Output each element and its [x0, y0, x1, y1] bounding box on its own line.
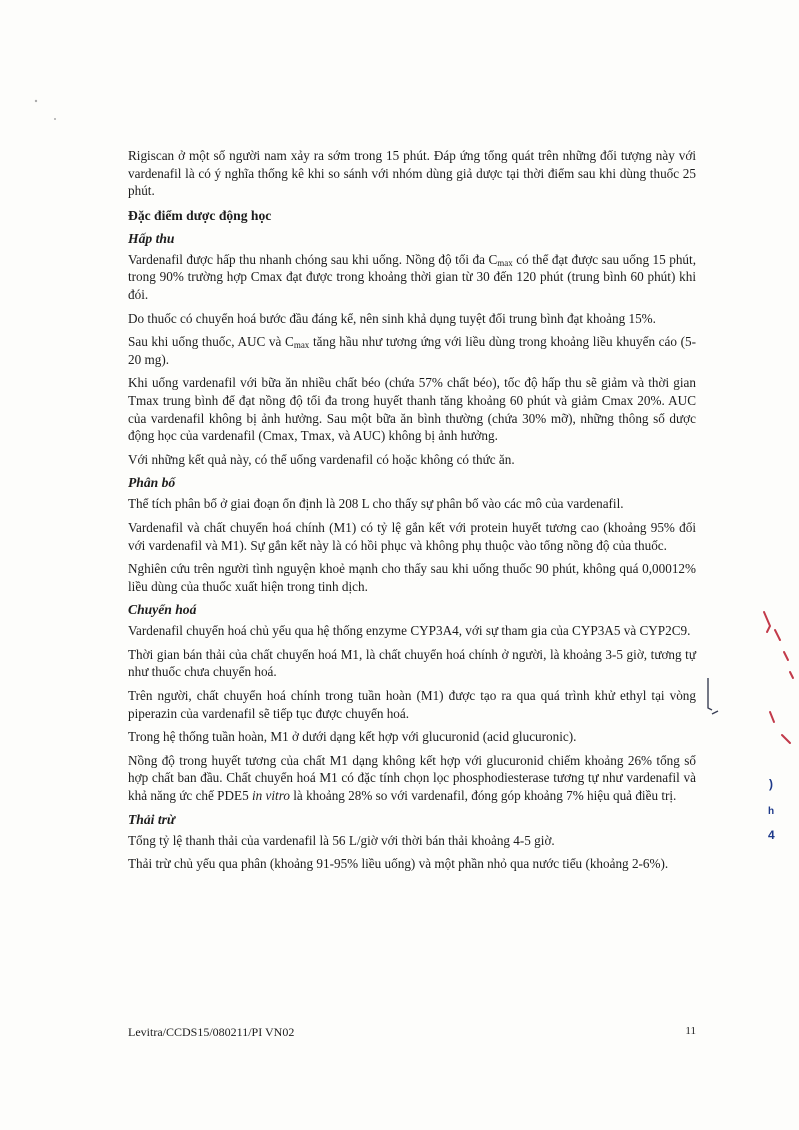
- elimination-heading: Thải trừ: [128, 811, 176, 827]
- absorption-paragraph-1: Vardenafil được hấp thu nhanh chóng sau khi uống. Nồng độ tối đa $C_{max}$ có thể đạt được sau uống 15 phút, trong 90% trường hợp Cmax đạt được trong khoảng thời gian từ 30 đến 120 phút (trung bình 60 phút) khi đói.: [128, 251, 696, 302]
- absorption-heading: Hấp thu: [128, 230, 175, 246]
- distribution-paragraph-2: Vardenafil và chất chuyển hoá chính (M1) có tỷ lệ gắn kết với protein huyết tương cao (khoảng 95% đối với vardenafil và M1). Sự gắn kết này là có hồi phục và không phụ thuộc vào tổng nồng độ của thuốc.: [128, 519, 696, 553]
- absorption-paragraph-4: Khi uống vardenafil với bữa ăn nhiều chất béo (chứa 57% chất béo), tốc độ hấp thu sẽ giảm và thời gian Tmax trung bình để đạt nồng độ tối đa trong huyết thanh tăng khoảng 60 phút và giảm Cmax 20%. AUC của vardenafil không bị ảnh hưởng. Sau một bữa ăn bình thường (chứa 30% mỡ), những thông số dược động học của vardenafil (Cmax, Tmax, và AUC) không bị ảnh hưởng.: [128, 375, 696, 444]
- bracket-mark: [708, 678, 718, 714]
- absorption-paragraph-3: Sau khi uống thuốc, AUC và $C_{max}$ tăng hầu như tương ứng với liều dùng trong khoảng liều khuyến cáo (5-20 mg).: [128, 334, 696, 367]
- dot-mark: [35, 100, 56, 120]
- document-reference: Levitra/CCDS15/080211/PI VN02: [128, 1025, 295, 1039]
- metabolism-paragraph-4: Trong hệ thống tuần hoàn, M1 ở dưới dạng kết hợp với glucuronid (acid glucuronic).: [128, 729, 577, 745]
- margin-paren: ): [769, 777, 773, 791]
- metabolism-heading: Chuyển hoá: [128, 602, 197, 618]
- elimination-paragraph-1: Tổng tỷ lệ thanh thải của vardenafil là 56 L/giờ với thời bán thải khoảng 4-5 giờ.: [128, 832, 555, 848]
- metabolism-paragraph-3: Trên người, chất chuyển hoá chính trong tuần hoàn (M1) được tạo ra qua quá trình khử ethyl tại vòng piperazin của vardenafil sẽ tiếp tục được chuyển hoá.: [128, 688, 696, 721]
- absorption-paragraph-5: Với những kết quả này, có thể uống vardenafil có hoặc không có thức ăn.: [128, 451, 515, 467]
- intro-paragraph: Rigiscan ở một số người nam xảy ra sớm trong 15 phút. Đáp ứng tổng quát trên những đối tượng này với vardenafil là có ý nghĩa thống kê khi so sánh với nhóm dùng giả dược tại thời điểm sau khi dùng thuốc 25 phút.: [128, 148, 696, 199]
- handwritten-mark: [764, 612, 793, 743]
- elimination-paragraph-2: Thải trừ chủ yếu qua phân (khoảng 91-95% liều uống) và một phần nhỏ qua nước tiểu (khoảng 2-6%).: [128, 856, 669, 872]
- metabolism-paragraph-5: Nồng độ trong huyết tương của chất M1 dạng không kết hợp với glucuronid chiếm khoảng 26% tổng số hợp chất ban đầu. Chất chuyển hoá M1 có đặc tính chọn lọc phosphodiesterase tương tự như vardenafil và khả năng ức chế PDE5 in vitro là khoảng 28% so với vardenafil, đóng góp khoảng 7% hiệu quả điều trị.: [128, 752, 696, 804]
- distribution-paragraph-1: Thể tích phân bố ở giai đoạn ổn định là 208 L cho thấy sự phân bố vào các mô của vardenafil.: [128, 496, 624, 512]
- metabolism-paragraph-1: Vardenafil chuyển hoá chủ yếu qua hệ thống enzyme CYP3A4, với sự tham gia của CYP3A5 và CYP2C9.: [128, 623, 691, 639]
- section-title: Đặc điểm dược động học: [128, 207, 272, 223]
- page-number: 11: [685, 1025, 696, 1037]
- absorption-paragraph-2: Do thuốc có chuyển hoá bước đầu đáng kể, nên sinh khả dụng tuyệt đối trung bình đạt khoảng 15%.: [128, 310, 656, 326]
- distribution-heading: Phân bố: [128, 475, 176, 491]
- distribution-paragraph-3: Nghiên cứu trên người tình nguyện khoẻ mạnh cho thấy sau khi uống thuốc 90 phút, không quá 0,00012% liều dùng của thuốc xuất hiện trong tinh dịch.: [128, 561, 696, 594]
- margin-h: h: [768, 806, 775, 817]
- margin-four: 4: [768, 828, 775, 842]
- metabolism-paragraph-2: Thời gian bán thải của chất chuyển hoá M1, là chất chuyển hoá chính ở người, là khoảng 3-5 giờ, tương tự như thuốc chưa chuyển hoá.: [128, 646, 696, 680]
